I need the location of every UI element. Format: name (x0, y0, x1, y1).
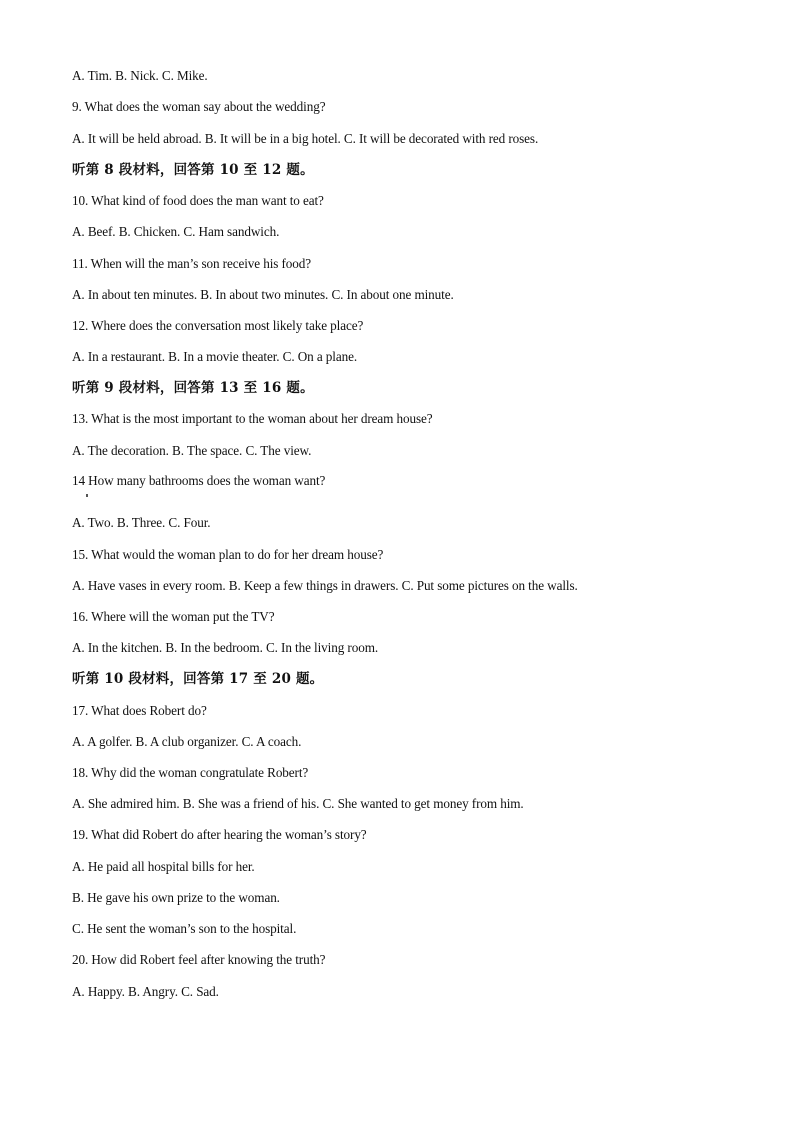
answer-options-q14: A. Two. B. Three. C. Four. (72, 515, 211, 530)
stray-mark (86, 494, 88, 497)
answer-option-q19-b: B. He gave his own prize to the woman. (72, 890, 280, 905)
question-10: 10. What kind of food does the man want to eat? (72, 193, 324, 208)
question-18: 18. Why did the woman congratulate Robert? (72, 765, 309, 780)
answer-options-q16: A. In the kitchen. B. In the bedroom. C. In the living room. (72, 640, 379, 655)
question-20: 20. How did Robert feel after knowing the truth? (72, 952, 326, 967)
answer-options-q20: A. Happy. B. Angry. C. Sad. (72, 984, 219, 999)
answer-option-q19-c: C. He sent the woman’s son to the hospital. (72, 921, 297, 936)
answer-options-q15: A. Have vases in every room. B. Keep a few things in drawers. C. Put some pictures on the walls. (72, 578, 578, 593)
question-17: 17. What does Robert do? (72, 703, 207, 718)
question-19: 19. What did Robert do after hearing the woman’s story? (72, 827, 367, 842)
question-15: 15. What would the woman plan to do for her dream house? (72, 547, 384, 562)
section-heading-10: 听第 10 段材料，回答第 17 至 20 题。 (72, 671, 324, 687)
answer-option-q19-a: A. He paid all hospital bills for her. (72, 859, 255, 874)
question-9: 9. What does the woman say about the wedding? (72, 99, 326, 114)
question-13: 13. What is the most important to the woman about her dream house? (72, 411, 433, 426)
answer-options-q8: A. Tim. B. Nick. C. Mike. (72, 68, 208, 83)
question-12: 12. Where does the conversation most likely take place? (72, 318, 364, 333)
question-14: 14 How many bathrooms does the woman want? (72, 473, 326, 488)
answer-options-q10: A. Beef. B. Chicken. C. Ham sandwich. (72, 224, 280, 239)
answer-options-q12: A. In a restaurant. B. In a movie theater. C. On a plane. (72, 349, 358, 364)
answer-options-q13: A. The decoration. B. The space. C. The view. (72, 443, 312, 458)
section-heading-8: 听第 8 段材料，回答第 10 至 12 题。 (72, 162, 314, 178)
answer-options-q18: A. She admired him. B. She was a friend of his. C. She wanted to get money from him. (72, 796, 524, 811)
question-16: 16. Where will the woman put the TV? (72, 609, 275, 624)
answer-options-q17: A. A golfer. B. A club organizer. C. A coach. (72, 734, 302, 749)
section-heading-9: 听第 9 段材料，回答第 13 至 16 题。 (72, 380, 314, 396)
answer-options-q11: A. In about ten minutes. B. In about two minutes. C. In about one minute. (72, 287, 454, 302)
answer-options-q9: A. It will be held abroad. B. It will be in a big hotel. C. It will be decorated with red roses. (72, 131, 539, 146)
question-11: 11. When will the man’s son receive his food? (72, 256, 312, 271)
